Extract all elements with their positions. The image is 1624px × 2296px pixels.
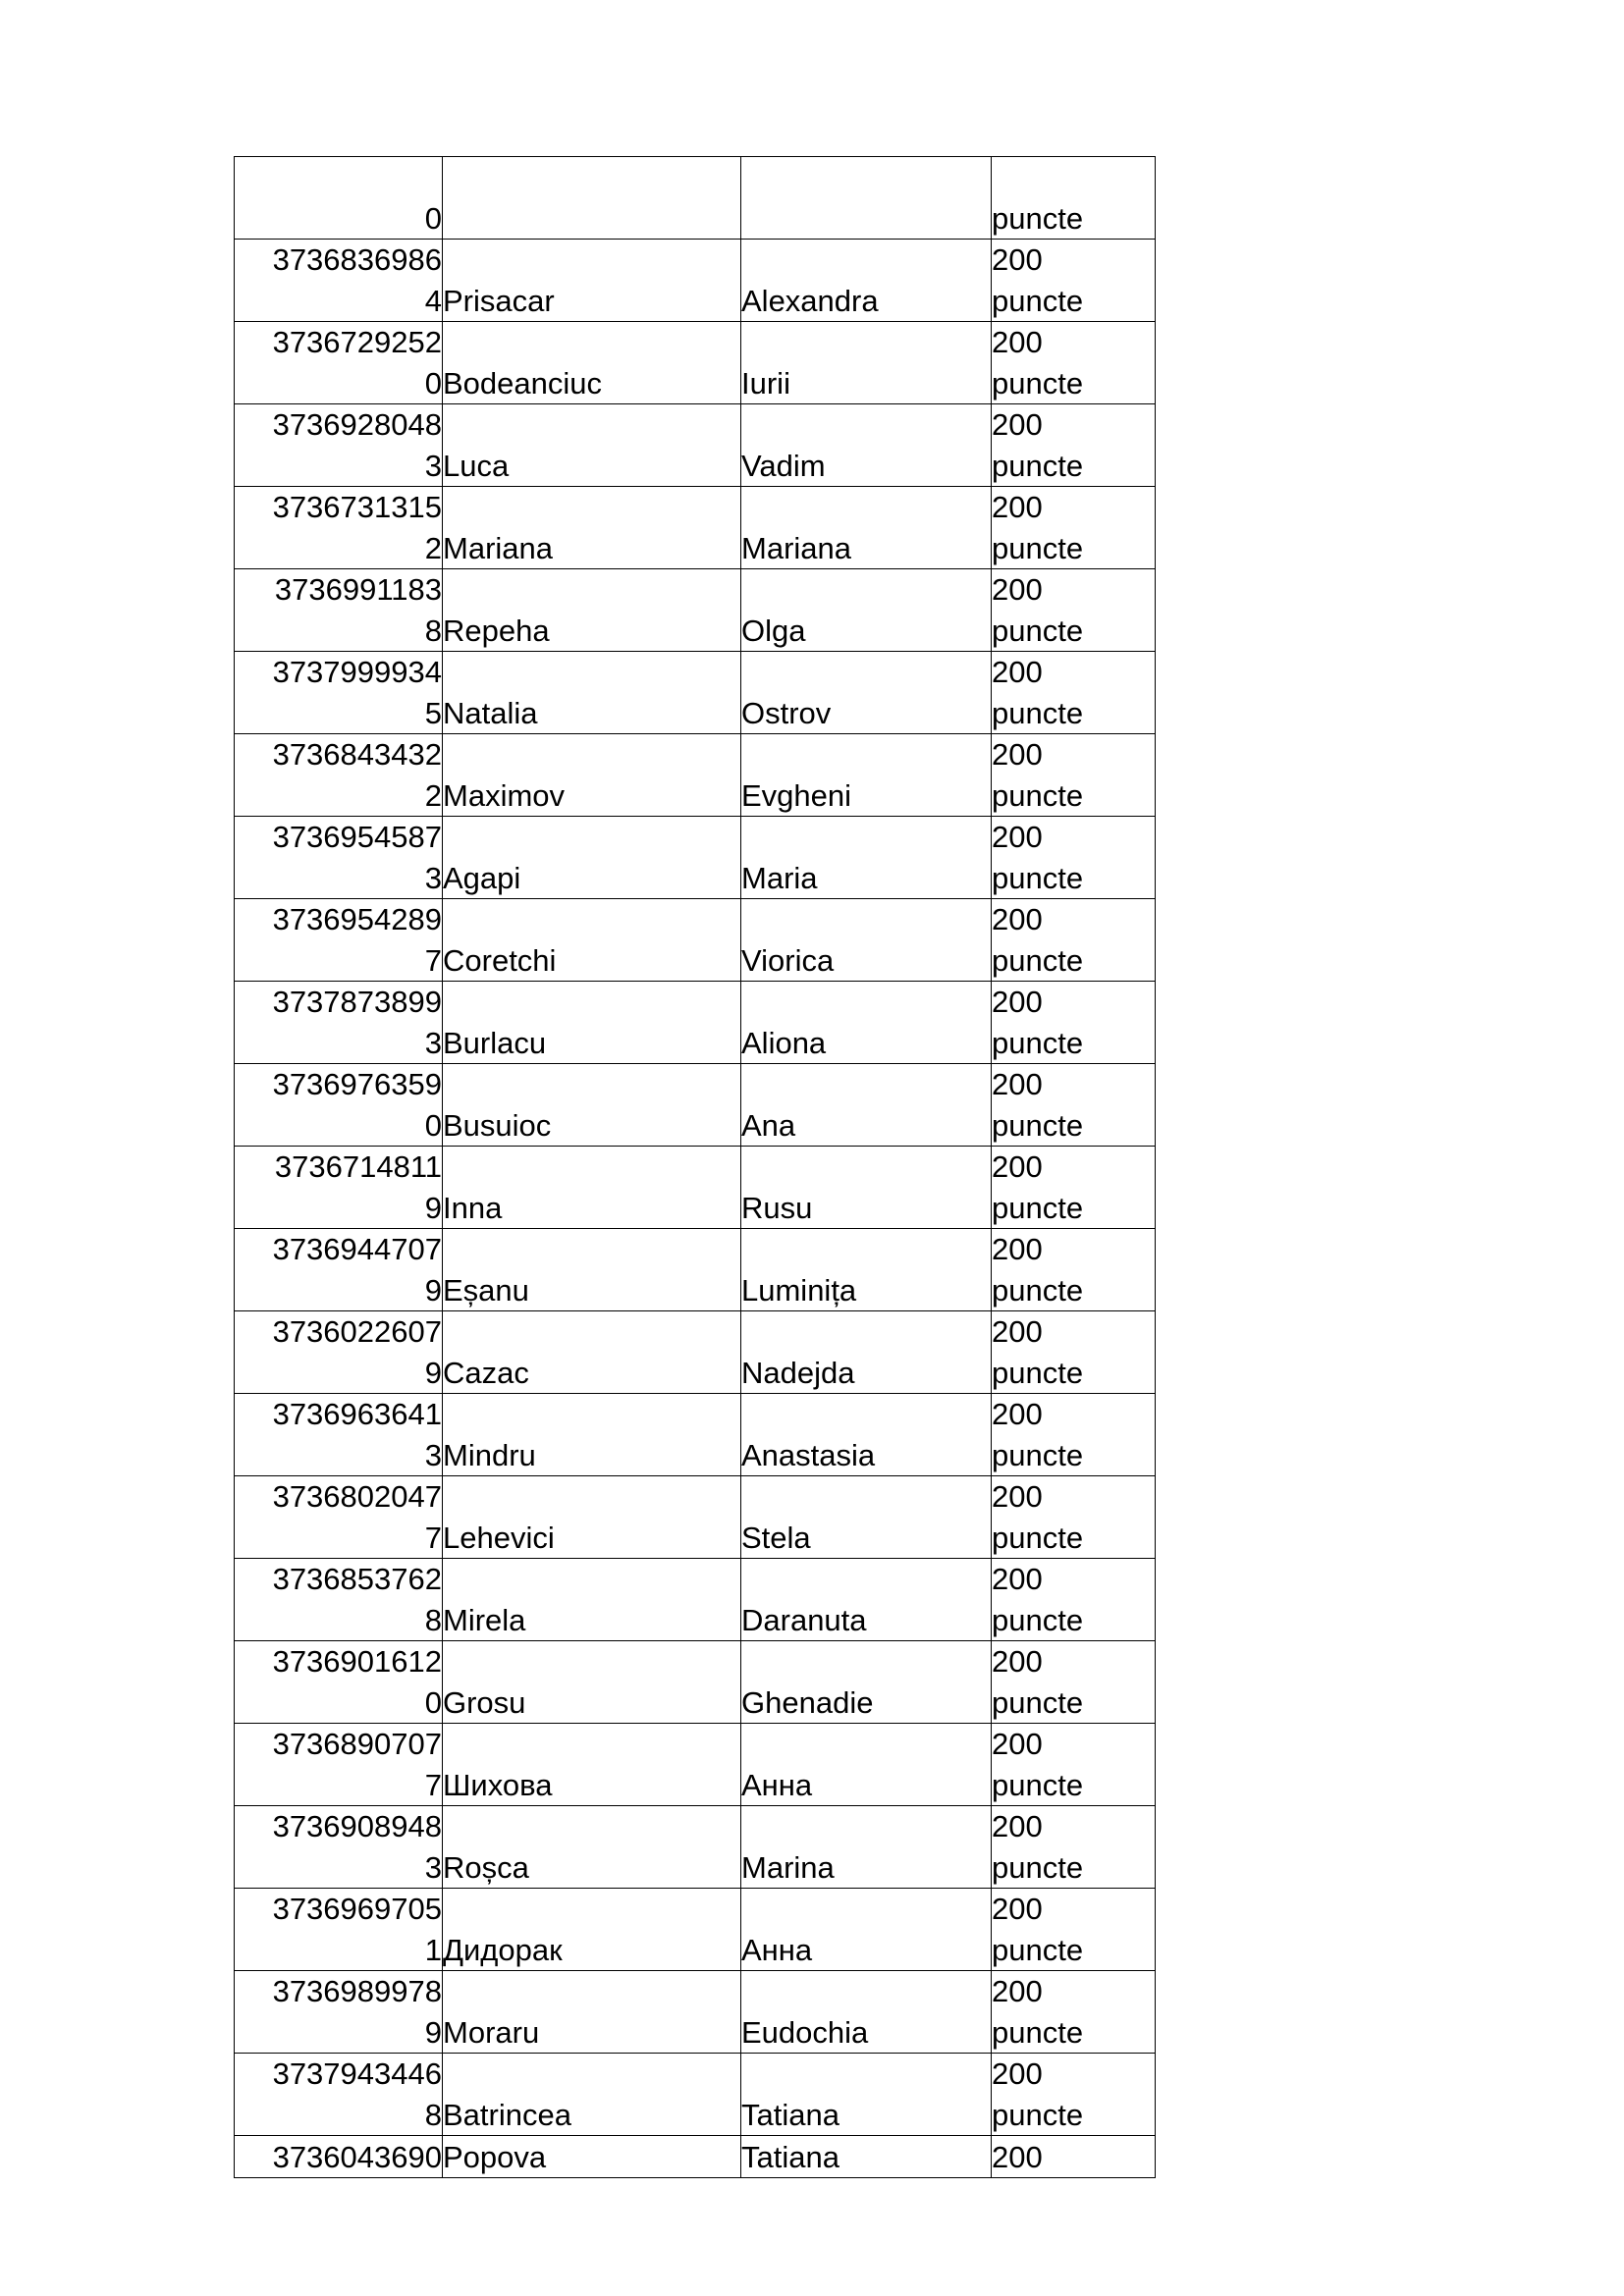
first-name: Alexandra (741, 283, 879, 318)
participants-table-body (235, 157, 1156, 2178)
last-name: Mariana (443, 530, 553, 565)
points-value: puncte (992, 942, 1084, 978)
phone-cell (235, 240, 443, 322)
first-name: Anastasia (741, 1437, 876, 1472)
first-name-cell (741, 1889, 992, 1971)
points-value: 200 (992, 1644, 1043, 1679)
first-name-cell (741, 1476, 992, 1559)
last-name (443, 198, 740, 240)
points-value: 200 (992, 407, 1043, 442)
last-name: Eșanu (443, 1272, 529, 1308)
phone-number-part: 9 (424, 1272, 442, 1308)
points-value: 200 (992, 1397, 1043, 1431)
points-cell (992, 1971, 1156, 2054)
first-name-cell (741, 1724, 992, 1806)
first-name-cell (741, 569, 992, 652)
phone-cell (235, 734, 443, 817)
phone-number-part: 8 (424, 2097, 442, 2132)
last-name-cell (443, 2136, 741, 2178)
points-value: puncte (992, 1932, 1084, 1967)
points-value: 200 (992, 325, 1043, 359)
first-name: Mariana (741, 530, 851, 565)
points-value: 200 (992, 1149, 1043, 1184)
table-row (235, 1559, 1156, 1641)
points-value: 200 (992, 1232, 1043, 1266)
phone-number-part: 3 (424, 1437, 442, 1472)
table-row (235, 1889, 1156, 1971)
first-name: Rusu (741, 1190, 813, 1225)
points-cell (992, 1311, 1156, 1394)
phone-cell (235, 1724, 443, 1806)
phone-number-part: 3737943446 (272, 2056, 442, 2091)
phone-cell (235, 982, 443, 1064)
first-name: Анна (741, 1767, 813, 1802)
last-name-cell (443, 240, 741, 322)
points-cell (992, 404, 1156, 487)
table-row (235, 1971, 1156, 2054)
last-name-cell (443, 982, 741, 1064)
phone-number-part: 1 (424, 1932, 442, 1967)
points-value: puncte (992, 777, 1084, 813)
points-cell (992, 2054, 1156, 2136)
points-value: 200 (992, 820, 1043, 854)
table-row (235, 2054, 1156, 2136)
points-value: puncte (992, 2097, 1084, 2132)
last-name-cell (443, 734, 741, 817)
first-name-cell (741, 1064, 992, 1147)
phone-number-part: 4 (424, 283, 442, 318)
points-value: puncte (992, 1684, 1084, 1720)
last-name: Batrincea (443, 2097, 571, 2132)
table-row (235, 1641, 1156, 1724)
phone-number-part: 2 (424, 530, 442, 565)
points-value (992, 157, 1155, 198)
first-name: Luminița (741, 1272, 857, 1308)
last-name-cell (443, 1311, 741, 1394)
last-name-cell (443, 404, 741, 487)
last-name-cell (443, 1971, 741, 2054)
first-name-cell (741, 1311, 992, 1394)
phone-cell (235, 1064, 443, 1147)
last-name: Inna (443, 1190, 503, 1225)
table-row (235, 982, 1156, 1064)
phone-number-part: 3736901612 (272, 1644, 442, 1679)
points-value: 200 (992, 1562, 1043, 1596)
phone-number-part: 3736908948 (272, 1809, 442, 1843)
last-name: Prisacar (443, 283, 555, 318)
first-name-cell (741, 734, 992, 817)
phone-cell (235, 487, 443, 569)
points-value: 200 (992, 1067, 1043, 1101)
first-name: Olga (741, 613, 806, 648)
phone-cell (235, 1229, 443, 1311)
last-name: Moraru (443, 2014, 540, 2050)
phone-number-part: 9 (424, 1190, 442, 1225)
points-cell (992, 982, 1156, 1064)
last-name: Popova (443, 2139, 547, 2174)
points-cell (992, 817, 1156, 899)
points-value: puncte (992, 1190, 1084, 1225)
last-name-cell (443, 1394, 741, 1476)
phone-number-part: 3736043690 (272, 2139, 442, 2174)
last-name: Burlacu (443, 1025, 547, 1060)
phone-number-part: 0 (424, 1107, 442, 1143)
last-name-cell (443, 322, 741, 404)
table-row (235, 1311, 1156, 1394)
last-name-cell (443, 2054, 741, 2136)
points-value: puncte (992, 695, 1084, 730)
points-cell (992, 899, 1156, 982)
phone-number-part: 0 (424, 1684, 442, 1720)
last-name: Roșca (443, 1849, 529, 1885)
phone-number-part: 3736853762 (272, 1562, 442, 1596)
phone-number-part: 9 (424, 1355, 442, 1390)
last-name-cell (443, 1889, 741, 1971)
points-value: puncte (992, 200, 1084, 236)
points-cell (992, 2136, 1156, 2178)
phone-number-part: 8 (424, 613, 442, 648)
last-name-cell (443, 1147, 741, 1229)
phone-number-part: 3736954289 (272, 902, 442, 936)
phone-number-part: 0 (424, 200, 442, 236)
points-cell (992, 652, 1156, 734)
points-value: puncte (992, 1107, 1084, 1143)
points-cell (992, 1559, 1156, 1641)
phone-number-part: 3736836986 (272, 242, 442, 277)
phone-number-part: 3736731315 (272, 490, 442, 524)
first-name-cell (741, 487, 992, 569)
phone-cell (235, 1971, 443, 2054)
table-row (235, 157, 1156, 240)
first-name-cell (741, 817, 992, 899)
last-name: Шихова (443, 1767, 553, 1802)
points-value: 200 (992, 242, 1043, 277)
points-cell (992, 1806, 1156, 1889)
first-name-cell (741, 1147, 992, 1229)
phone-number-part: 3736969705 (272, 1892, 442, 1926)
phone-cell (235, 1641, 443, 1724)
first-name-cell (741, 1971, 992, 2054)
points-value: puncte (992, 1437, 1084, 1472)
points-value: 200 (992, 737, 1043, 772)
first-name-cell (741, 2054, 992, 2136)
points-value: 200 (992, 2139, 1043, 2174)
table-row (235, 1806, 1156, 1889)
points-cell (992, 487, 1156, 569)
last-name: Natalia (443, 695, 538, 730)
points-value: 200 (992, 572, 1043, 607)
points-cell (992, 1641, 1156, 1724)
phone-cell (235, 404, 443, 487)
points-cell (992, 734, 1156, 817)
phone-cell (235, 2054, 443, 2136)
points-value: puncte (992, 1849, 1084, 1885)
first-name: Iurii (741, 365, 790, 400)
first-name: Tatiana (741, 2139, 839, 2174)
first-name: Ostrov (741, 695, 832, 730)
points-value: puncte (992, 448, 1084, 483)
points-value: 200 (992, 490, 1043, 524)
phone-number-part: 7 (424, 942, 442, 978)
first-name-cell (741, 1559, 992, 1641)
last-name: Cazac (443, 1355, 529, 1390)
first-name-cell (741, 1806, 992, 1889)
last-name-cell (443, 1724, 741, 1806)
phone-number-part: 3736991183 (274, 572, 442, 607)
first-name-cell (741, 2136, 992, 2178)
phone-cell (235, 817, 443, 899)
table-row (235, 1724, 1156, 1806)
phone-number-part: 3736714811 (274, 1149, 442, 1184)
table-row (235, 1064, 1156, 1147)
last-name: Lehevici (443, 1520, 555, 1555)
last-name: Busuioc (443, 1107, 552, 1143)
last-name-cell (443, 652, 741, 734)
points-cell (992, 1476, 1156, 1559)
last-name: Mindru (443, 1437, 536, 1472)
first-name-cell (741, 322, 992, 404)
phone-number-part: 9 (424, 2014, 442, 2050)
phone-number-part: 5 (424, 695, 442, 730)
phone-number-part: 3736944707 (272, 1232, 442, 1266)
phone-cell (235, 322, 443, 404)
points-value: 200 (992, 2056, 1043, 2091)
points-cell (992, 157, 1156, 240)
first-name (741, 198, 991, 240)
phone-cell (235, 1311, 443, 1394)
phone-number-part: 3 (424, 860, 442, 895)
first-name: Tatiana (741, 2097, 839, 2132)
last-name-cell (443, 817, 741, 899)
last-name-cell (443, 1229, 741, 1311)
phone-number-part (235, 157, 442, 198)
first-name: Eudochia (741, 2014, 869, 2050)
points-cell (992, 1064, 1156, 1147)
table-row (235, 1476, 1156, 1559)
phone-cell (235, 899, 443, 982)
last-name: Coretchi (443, 942, 557, 978)
first-name: Ana (741, 1107, 796, 1143)
points-value: puncte (992, 613, 1084, 648)
first-name-cell (741, 240, 992, 322)
phone-number-part: 3736843432 (272, 737, 442, 772)
phone-cell (235, 157, 443, 240)
phone-cell (235, 569, 443, 652)
points-value: puncte (992, 1355, 1084, 1390)
points-value: puncte (992, 1520, 1084, 1555)
points-value: puncte (992, 530, 1084, 565)
phone-number-part: 3736963641 (272, 1397, 442, 1431)
last-name: Grosu (443, 1684, 526, 1720)
phone-cell (235, 1889, 443, 1971)
phone-cell (235, 1147, 443, 1229)
last-name-cell (443, 487, 741, 569)
points-value: 200 (992, 1809, 1043, 1843)
last-name: Maximov (443, 777, 566, 813)
last-name-cell (443, 569, 741, 652)
phone-number-part: 3737873899 (272, 985, 442, 1019)
first-name: Ghenadie (741, 1684, 874, 1720)
table-row (235, 569, 1156, 652)
phone-number-part: 3 (424, 1849, 442, 1885)
phone-number-part: 2 (424, 777, 442, 813)
first-name: Nadejda (741, 1355, 855, 1390)
last-name: Дидорак (443, 1932, 563, 1967)
phone-cell (235, 1476, 443, 1559)
phone-cell (235, 2136, 443, 2178)
points-value: 200 (992, 655, 1043, 689)
last-name-cell (443, 899, 741, 982)
phone-cell (235, 652, 443, 734)
table-row (235, 734, 1156, 817)
phone-number-part: 3736976359 (272, 1067, 442, 1101)
points-cell (992, 1147, 1156, 1229)
first-name-cell (741, 652, 992, 734)
phone-cell (235, 1559, 443, 1641)
points-value: puncte (992, 283, 1084, 318)
last-name: Mirela (443, 1602, 526, 1637)
phone-number-part: 0 (424, 365, 442, 400)
table-row (235, 1229, 1156, 1311)
points-cell (992, 569, 1156, 652)
points-value: 200 (992, 1479, 1043, 1514)
first-name: Maria (741, 860, 818, 895)
table-row (235, 2136, 1156, 2178)
phone-number-part: 3736802047 (272, 1479, 442, 1514)
points-value: puncte (992, 1272, 1084, 1308)
phone-cell (235, 1394, 443, 1476)
table-row (235, 899, 1156, 982)
table-row (235, 487, 1156, 569)
last-name-cell (443, 1806, 741, 1889)
points-cell (992, 322, 1156, 404)
first-name: Stela (741, 1520, 811, 1555)
phone-number-part: 3737999934 (272, 655, 442, 689)
phone-number-part: 3736890707 (272, 1727, 442, 1761)
phone-number-part: 7 (424, 1520, 442, 1555)
points-value: 200 (992, 1974, 1043, 2008)
points-value: 200 (992, 985, 1043, 1019)
last-name: Luca (443, 448, 510, 483)
phone-number-part: 7 (424, 1767, 442, 1802)
phone-number-part: 3 (424, 448, 442, 483)
table-row (235, 817, 1156, 899)
first-name: Анна (741, 1932, 813, 1967)
table-row (235, 652, 1156, 734)
participants-table (234, 156, 1156, 2178)
phone-number-part: 3736954587 (272, 820, 442, 854)
points-value: puncte (992, 365, 1084, 400)
first-name-cell (741, 404, 992, 487)
first-name: Viorica (741, 942, 835, 978)
points-value: puncte (992, 1767, 1084, 1802)
first-name-cell (741, 1641, 992, 1724)
points-cell (992, 1229, 1156, 1311)
first-name-cell (741, 1229, 992, 1311)
points-value: puncte (992, 860, 1084, 895)
last-name-cell (443, 1476, 741, 1559)
points-value: 200 (992, 902, 1043, 936)
points-value: puncte (992, 1602, 1084, 1637)
table-row (235, 240, 1156, 322)
first-name: Marina (741, 1849, 835, 1885)
points-cell (992, 1889, 1156, 1971)
phone-number-part: 3 (424, 1025, 442, 1060)
points-cell (992, 1394, 1156, 1476)
table-row (235, 1147, 1156, 1229)
first-name-cell (741, 1394, 992, 1476)
last-name: Bodeanciuc (443, 365, 603, 400)
points-value: 200 (992, 1314, 1043, 1349)
points-value: 200 (992, 1892, 1043, 1926)
phone-number-part: 3736989978 (272, 1974, 442, 2008)
points-value: puncte (992, 1025, 1084, 1060)
last-name-cell (443, 1641, 741, 1724)
last-name: Repeha (443, 613, 550, 648)
first-name: Aliona (741, 1025, 827, 1060)
phone-number-part: 3736928048 (272, 407, 442, 442)
first-name-cell (741, 157, 992, 240)
points-value: 200 (992, 1727, 1043, 1761)
table-row (235, 1394, 1156, 1476)
points-cell (992, 1724, 1156, 1806)
first-name: Daranuta (741, 1602, 867, 1637)
table-row (235, 322, 1156, 404)
phone-number-part: 3736022607 (272, 1314, 442, 1349)
last-name: Agapi (443, 860, 521, 895)
first-name: Evgheni (741, 777, 852, 813)
last-name-cell (443, 1064, 741, 1147)
first-name-cell (741, 899, 992, 982)
table-row (235, 404, 1156, 487)
points-cell (992, 240, 1156, 322)
points-value: puncte (992, 2014, 1084, 2050)
phone-number-part: 8 (424, 1602, 442, 1637)
phone-cell (235, 1806, 443, 1889)
first-name: Vadim (741, 448, 826, 483)
last-name-cell (443, 1559, 741, 1641)
last-name-cell (443, 157, 741, 240)
first-name-cell (741, 982, 992, 1064)
phone-number-part: 3736729252 (272, 325, 442, 359)
